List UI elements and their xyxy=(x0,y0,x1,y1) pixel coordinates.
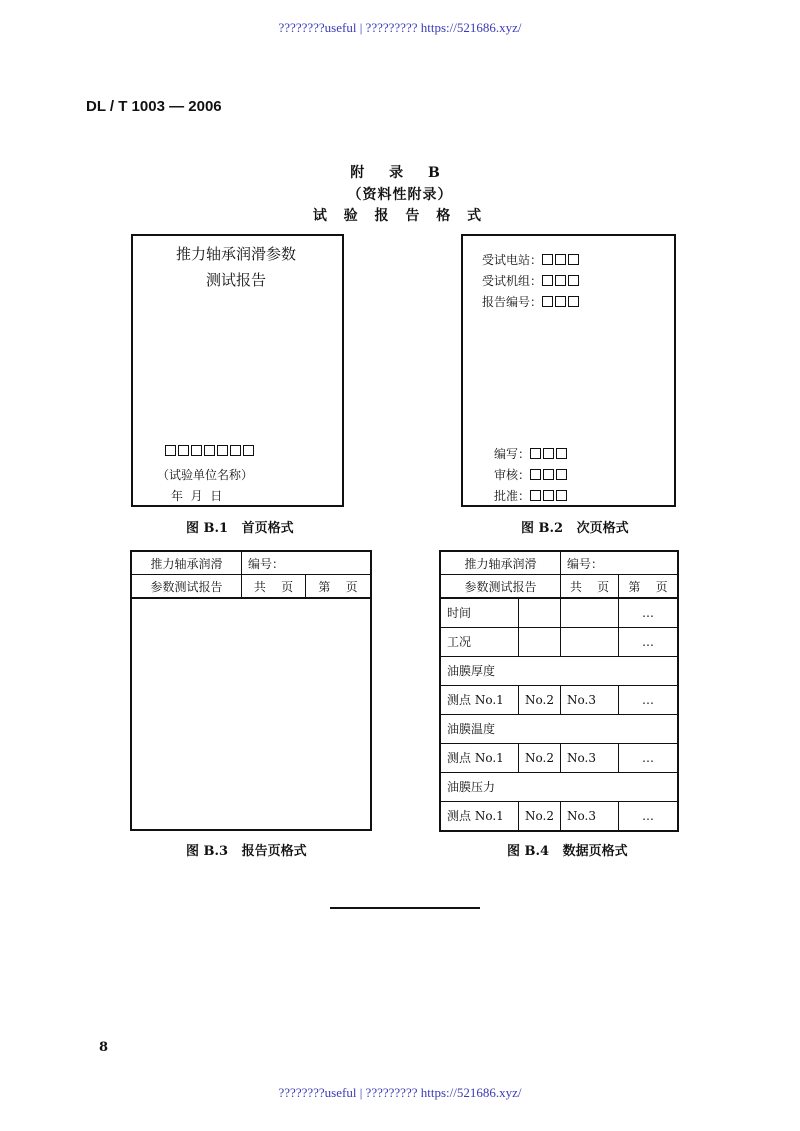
placeholder-square xyxy=(555,296,566,307)
standard-code: DL / T 1003 — 2006 xyxy=(86,98,222,115)
fig-b3-page-no: 第 页 xyxy=(306,575,371,599)
fig-b2-field xyxy=(482,251,581,268)
fig-b4-point-3: No.3 xyxy=(561,743,619,772)
placeholder-square xyxy=(530,469,541,480)
placeholder-square xyxy=(217,445,228,456)
fig-b4-point-3: No.3 xyxy=(561,685,619,714)
fig-b3-body xyxy=(132,598,371,830)
fig-b4-point-2: No.2 xyxy=(519,743,561,772)
fig-b4-section-title: 油膜压力 xyxy=(441,772,678,801)
placeholder-square xyxy=(555,254,566,265)
fig-b3-report-page-frame xyxy=(131,551,371,830)
fig-b4-point-more: … xyxy=(619,685,678,714)
fig-b4-ellipsis: … xyxy=(619,598,678,627)
fig-b2-field-label: 受试电站： xyxy=(482,253,543,267)
placeholder-square xyxy=(204,445,215,456)
fig-b1-unit-squares xyxy=(165,444,256,458)
fig-b4-page-no: 第 页 xyxy=(619,575,678,599)
fig-b1-caption: 图 B.1 首页格式 xyxy=(186,521,294,536)
placeholder-square xyxy=(530,448,541,459)
fig-b1-title-line2: 测试报告 xyxy=(206,271,267,289)
fig-b2-field xyxy=(494,487,569,504)
fig-b4-point-1: 测点 No.1 xyxy=(441,801,519,830)
fig-b4-caption: 图 B.4 数据页格式 xyxy=(507,844,628,859)
fig-b4-title-line2: 参数测试报告 xyxy=(441,575,561,599)
fig-b3-number-label: 编号： xyxy=(242,552,371,575)
section-title: 试 验 报 告 格 式 xyxy=(312,208,488,224)
appendix-type: （资料性附录） xyxy=(347,187,453,203)
fig-b2-field-label: 编写： xyxy=(494,447,531,461)
fig-b2-caption: 图 B.2 次页格式 xyxy=(521,521,629,536)
placeholder-square xyxy=(165,445,176,456)
placeholder-square xyxy=(542,275,553,286)
fig-b2-second-page-frame xyxy=(461,234,676,507)
placeholder-square xyxy=(555,275,566,286)
placeholder-square xyxy=(542,296,553,307)
fig-b4-point-more: … xyxy=(619,743,678,772)
fig-b4-point-more: … xyxy=(619,801,678,830)
fig-b1-title-line1: 推力轴承润滑参数 xyxy=(176,245,297,263)
fig-b4-cell xyxy=(519,627,561,656)
fig-b2-field-label: 受试机组： xyxy=(482,274,543,288)
placeholder-square xyxy=(556,448,567,459)
placeholder-square xyxy=(543,469,554,480)
appendix-title: 附 录 B xyxy=(350,165,450,181)
fig-b4-cell xyxy=(561,598,619,627)
fig-b4-cell xyxy=(519,598,561,627)
fig-b1-cover-frame xyxy=(131,234,344,507)
fig-b4-point-3: No.3 xyxy=(561,801,619,830)
placeholder-square xyxy=(543,490,554,501)
page-number: 8 xyxy=(99,1040,109,1055)
placeholder-square xyxy=(568,254,579,265)
fig-b4-point-1: 测点 No.1 xyxy=(441,743,519,772)
fig-b4-data-page-frame xyxy=(440,551,678,831)
watermark-bottom[interactable]: ????????useful | ????????? https://521686.xyz/ xyxy=(278,1085,522,1100)
fig-b4-total-pages: 共 页 xyxy=(561,575,619,599)
fig-b3-caption: 图 B.3 报告页格式 xyxy=(186,844,307,859)
placeholder-square xyxy=(568,275,579,286)
placeholder-square xyxy=(230,445,241,456)
fig-b1-date: 年 月 日 xyxy=(171,489,223,503)
watermark-top[interactable]: ????????useful | ????????? https://521686.xyz/ xyxy=(278,20,522,35)
fig-b2-field xyxy=(482,293,581,310)
fig-b4-point-2: No.2 xyxy=(519,685,561,714)
placeholder-square xyxy=(556,490,567,501)
fig-b2-field xyxy=(482,272,581,289)
placeholder-square xyxy=(191,445,202,456)
end-rule xyxy=(330,907,480,909)
placeholder-square xyxy=(530,490,541,501)
fig-b4-title-line1: 推力轴承润滑 xyxy=(441,552,561,575)
fig-b2-field xyxy=(494,445,569,462)
fig-b3-title-line2: 参数测试报告 xyxy=(132,575,242,599)
fig-b2-field-label: 批准： xyxy=(494,489,531,503)
placeholder-square xyxy=(568,296,579,307)
fig-b2-field-label: 审核： xyxy=(494,468,531,482)
placeholder-square xyxy=(243,445,254,456)
fig-b4-point-1: 测点 No.1 xyxy=(441,685,519,714)
fig-b1-unit-label: （试验单位名称） xyxy=(157,468,254,482)
fig-b2-field xyxy=(494,466,569,483)
placeholder-square xyxy=(556,469,567,480)
fig-b2-field-label: 报告编号： xyxy=(482,295,543,309)
fig-b4-cell xyxy=(561,627,619,656)
fig-b4-ellipsis: … xyxy=(619,627,678,656)
fig-b3-title-line1: 推力轴承润滑 xyxy=(132,552,242,575)
fig-b4-row-time: 时间 xyxy=(441,598,519,627)
fig-b4-number-label: 编号： xyxy=(561,552,678,575)
placeholder-square xyxy=(542,254,553,265)
fig-b3-total-pages: 共 页 xyxy=(242,575,306,599)
fig-b4-section-title: 油膜温度 xyxy=(441,714,678,743)
fig-b4-section-title: 油膜厚度 xyxy=(441,656,678,685)
placeholder-square xyxy=(543,448,554,459)
fig-b4-row-condition: 工况 xyxy=(441,627,519,656)
placeholder-square xyxy=(178,445,189,456)
fig-b4-point-2: No.2 xyxy=(519,801,561,830)
